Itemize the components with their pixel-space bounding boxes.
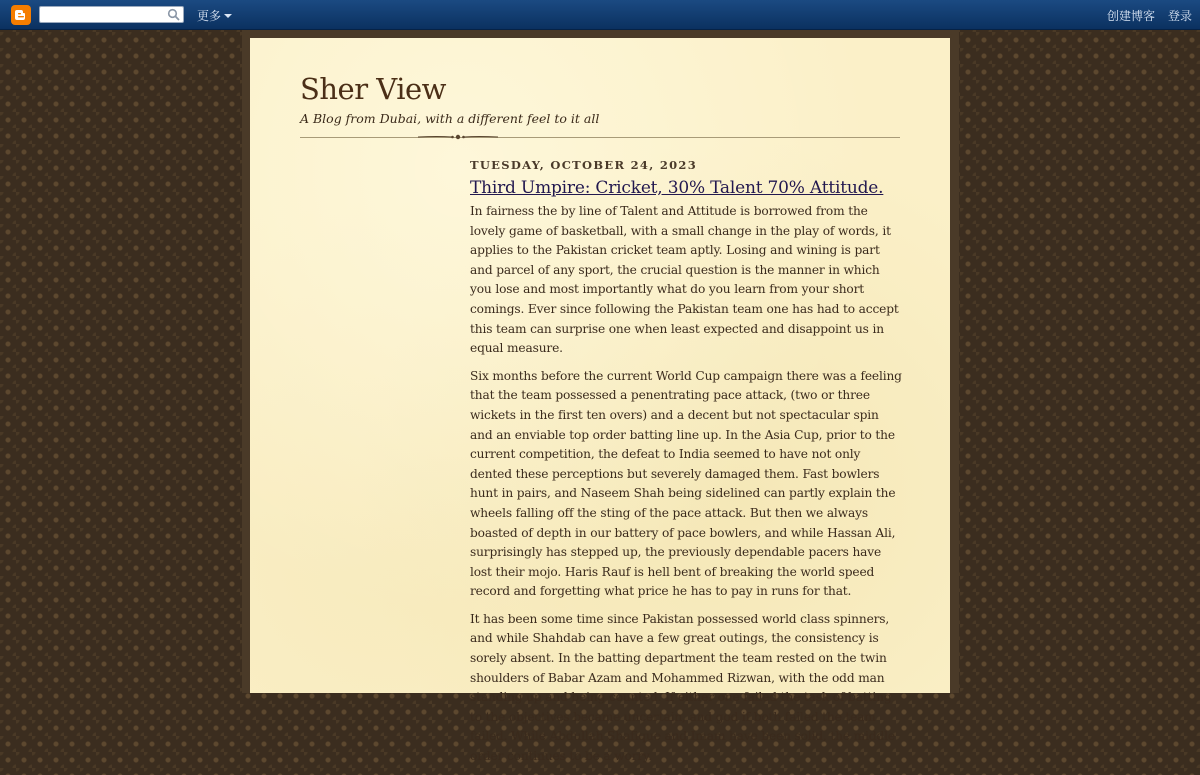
post-paragraph: Six months before the current World Cup campaign there was a feeling that the team possessed a penentrating pace attack, (two or three wickets in the first ten overs) and a decent but not spectacular spin and an enviable top order batting line up. In the Asia Cup, prior to the current competition, the defeat to India seemed to have not only dented these perceptions but severely damaged them. Fast bowlers hunt in pairs, and Naseem Shah being sidelined can partly explain the wheels falling off the sting of the pace attack. But then we always boasted of depth in our battery of pace bowlers, and while Hassan Ali, surprisingly has stepped up, the previously dependable pacers have lost their mojo. Haris Rauf is hell bent of breaking the world speed record and forgetting what price he has to pay in runs for that. [470, 368, 902, 599]
search-box [39, 6, 184, 23]
search-input[interactable] [40, 11, 168, 26]
post-paragraph: It has been some time since Pakistan possessed world class spinners, and while Shahdab can have a few great outings, the consistency is sorely absent. In the batting department the team rested on the twin shoulders of Babar Azam and Mohammed Rizwan, with the odd man standing up and being counted. If either one failed the task of batting to the objectives became uncertain, and god if both failed the team failed. While Abdullah Shafique and Imam have been solid, the middle order continues to be a worry. [470, 611, 895, 764]
blog-post [470, 158, 902, 775]
navbar-right-links [1107, 7, 1192, 24]
blog-description: A Blog from Dubai, with a different feel to it all [300, 111, 600, 126]
more-menu-label: 更多 [197, 9, 222, 23]
header-divider [300, 137, 900, 138]
post-date: TUESDAY, OCTOBER 24, 2023 [470, 158, 698, 172]
blogger-logo-icon[interactable] [11, 5, 31, 25]
blogger-navbar [0, 0, 1200, 30]
chevron-down-icon [224, 14, 232, 18]
login-link[interactable]: 登录 [1167, 9, 1192, 23]
search-icon[interactable] [167, 8, 180, 21]
create-blog-link[interactable]: 创建博客 [1106, 9, 1155, 23]
post-title-link[interactable]: Third Umpire: Cricket, 30% Talent 70% Attitude. [470, 178, 884, 198]
post-body [470, 202, 902, 767]
more-menu-button[interactable] [197, 7, 232, 24]
blog-title[interactable]: Sher View [300, 72, 446, 106]
divider-ornament-icon [418, 132, 498, 142]
post-paragraph: In fairness the by line of Talent and Attitude is borrowed from the lovely game of basketball, with a small change in the play of words, it applies to the Pakistan cricket team aptly. Losing and wining is part and parcel of any sport, the crucial question is the manner in which you lose and most importantly what do you learn from your short comings. Ever since following the Pakistan team one has had to accept this team can surprise one when least expected and disappoint us in equal measure. [470, 204, 899, 356]
